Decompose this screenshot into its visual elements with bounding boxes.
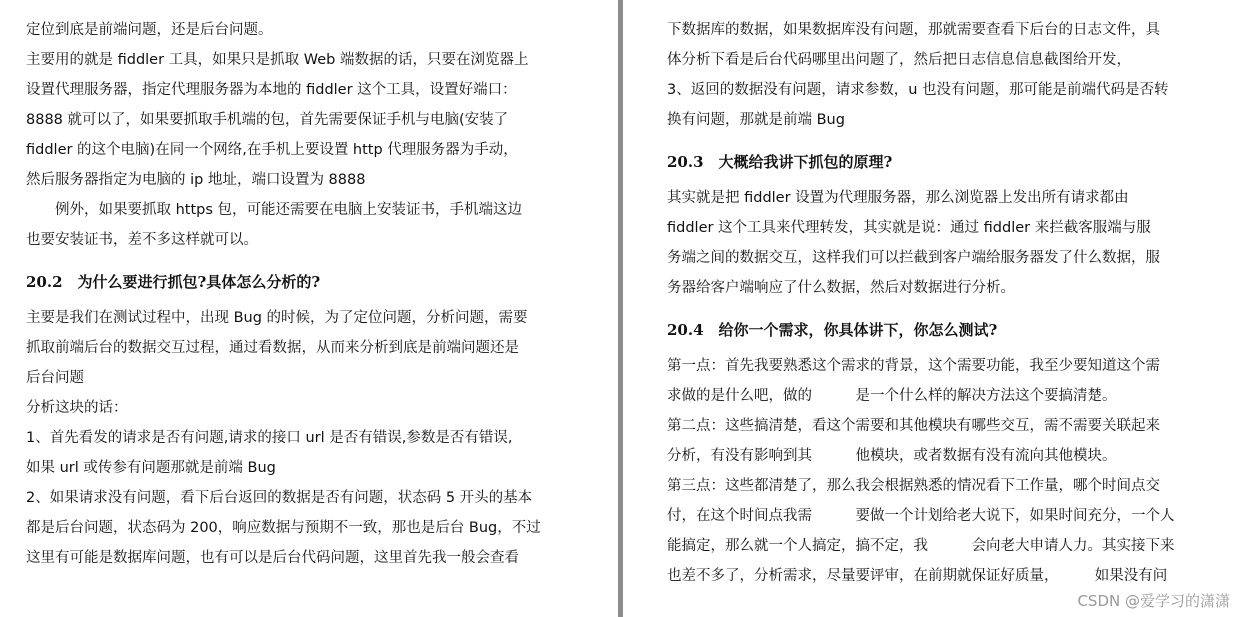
text-line: 这里有可能是数据库问题，也有可以是后台代码问题，这里首先我一般会查看 (26, 550, 519, 566)
text-line: 也差不多了，分析需求，尽量要评审，在前期就保证好质量， 如果没有问 (667, 568, 1168, 584)
text-line: 下数据库的数据，如果数据库没有问题，那就需要查看下后台的日志文件，具 (667, 22, 1160, 38)
watermark: CSDN @爱学习的潇潇 (1077, 592, 1230, 610)
text-line: 都是后台问题，状态码为 200，响应数据与预期不一致，那也是后台 Bug，不过 (26, 520, 541, 536)
text-line: 第二点：这些搞清楚，看这个需要和其他模块有哪些交互，需不需要关联起来 (667, 418, 1160, 434)
text-line: 分析这块的话： (26, 400, 128, 416)
section-heading: 20.3 大概给我讲下抓包的原理? (667, 153, 893, 171)
text-line: 主要用的就是 fiddler 工具，如果只是抓取 Web 端数据的话，只要在浏览器上 (26, 52, 529, 68)
text-line: 体分析下看是后台代码哪里出问题了，然后把日志信息信息截图给开发， (667, 52, 1131, 68)
text-line: 换有问题，那就是前端 Bug (667, 112, 845, 128)
text-line: 其实就是把 fiddler 设置为代理服务器，那么浏览器上发出所有请求都由 (667, 190, 1129, 206)
text-line: 定位到底是前端问题，还是后台问题。 (26, 22, 273, 38)
text-line: 抓取前端后台的数据交互过程，通过看数据，从而来分析到底是前端问题还是 (26, 340, 519, 356)
text-line: 务端之间的数据交互，这样我们可以拦截到客户端给服务器发了什么数据，服 (667, 250, 1160, 266)
text-line: 后台问题 (26, 370, 84, 386)
text-line: 分析，有没有影响到其 他模块，或者数据有没有流向其他模块。 (667, 448, 1117, 464)
text-line: 3、返回的数据没有问题，请求参数，u 也没有问题，那可能是前端代码是否转 (667, 82, 1169, 98)
text-line: 付，在这个时间点我需 要做一个计划给老大说下，如果时间充分，一个人 (667, 508, 1175, 524)
section-heading: 20.2 为什么要进行抓包?具体怎么分析的? (26, 273, 321, 291)
text-line: fiddler 这个工具来代理转发，其实就是说：通过 fiddler 来拦截客服端与服 (667, 220, 1151, 236)
text-line: 1、首先看发的请求是否有问题,请求的接口 url 是否有错误,参数是否有错误, (26, 430, 513, 446)
text-line: 8888 就可以了，如果要抓取手机端的包，首先需要保证手机与电脑(安装了 (26, 112, 509, 128)
text-line: 第三点：这些都清楚了，那么我会根据熟悉的情况看下工作量，哪个时间点交 (667, 478, 1160, 494)
text-line: 主要是我们在测试过程中，出现 Bug 的时候，为了定位问题，分析问题，需要 (26, 310, 528, 326)
text-line: 2、如果请求没有问题，看下后台返回的数据是否有问题，状态码 5 开头的基本 (26, 490, 533, 506)
text-line: 第一点：首先我要熟悉这个需求的背景，这个需要功能，我至少要知道这个需 (667, 358, 1160, 374)
page-divider (618, 0, 623, 617)
section-heading: 20.4 给你一个需求，你具体讲下，你怎么测试? (667, 321, 998, 339)
text-line: 求做的是什么吧，做的 是一个什么样的解决方法这个要搞清楚。 (667, 388, 1117, 404)
page-gutter (616, 0, 626, 617)
text-line: 设置代理服务器，指定代理服务器为本地的 fiddler 这个工具，设置好端口： (26, 82, 517, 98)
text-line: 能搞定，那么就一个人搞定，搞不定，我 会向老大申请人力。其实接下来 (667, 538, 1175, 554)
text-line: 也要安装证书，差不多这样就可以。 (26, 232, 258, 248)
text-line: 然后服务器指定为电脑的 ip 地址，端口设置为 8888 (26, 172, 366, 188)
text-line: fiddler 的这个电脑)在同一个网络,在手机上要设置 http 代理服务器为手动， (26, 142, 518, 158)
text-line: 如果 url 或传参有问题那就是前端 Bug (26, 460, 276, 476)
text-line: 务器给客户端响应了什么数据，然后对数据进行分析。 (667, 280, 1015, 296)
left-page (0, 0, 616, 617)
text-line: 例外，如果要抓取 https 包，可能还需要在电脑上安装证书，手机端这边 (26, 202, 523, 218)
right-page (626, 0, 1244, 617)
